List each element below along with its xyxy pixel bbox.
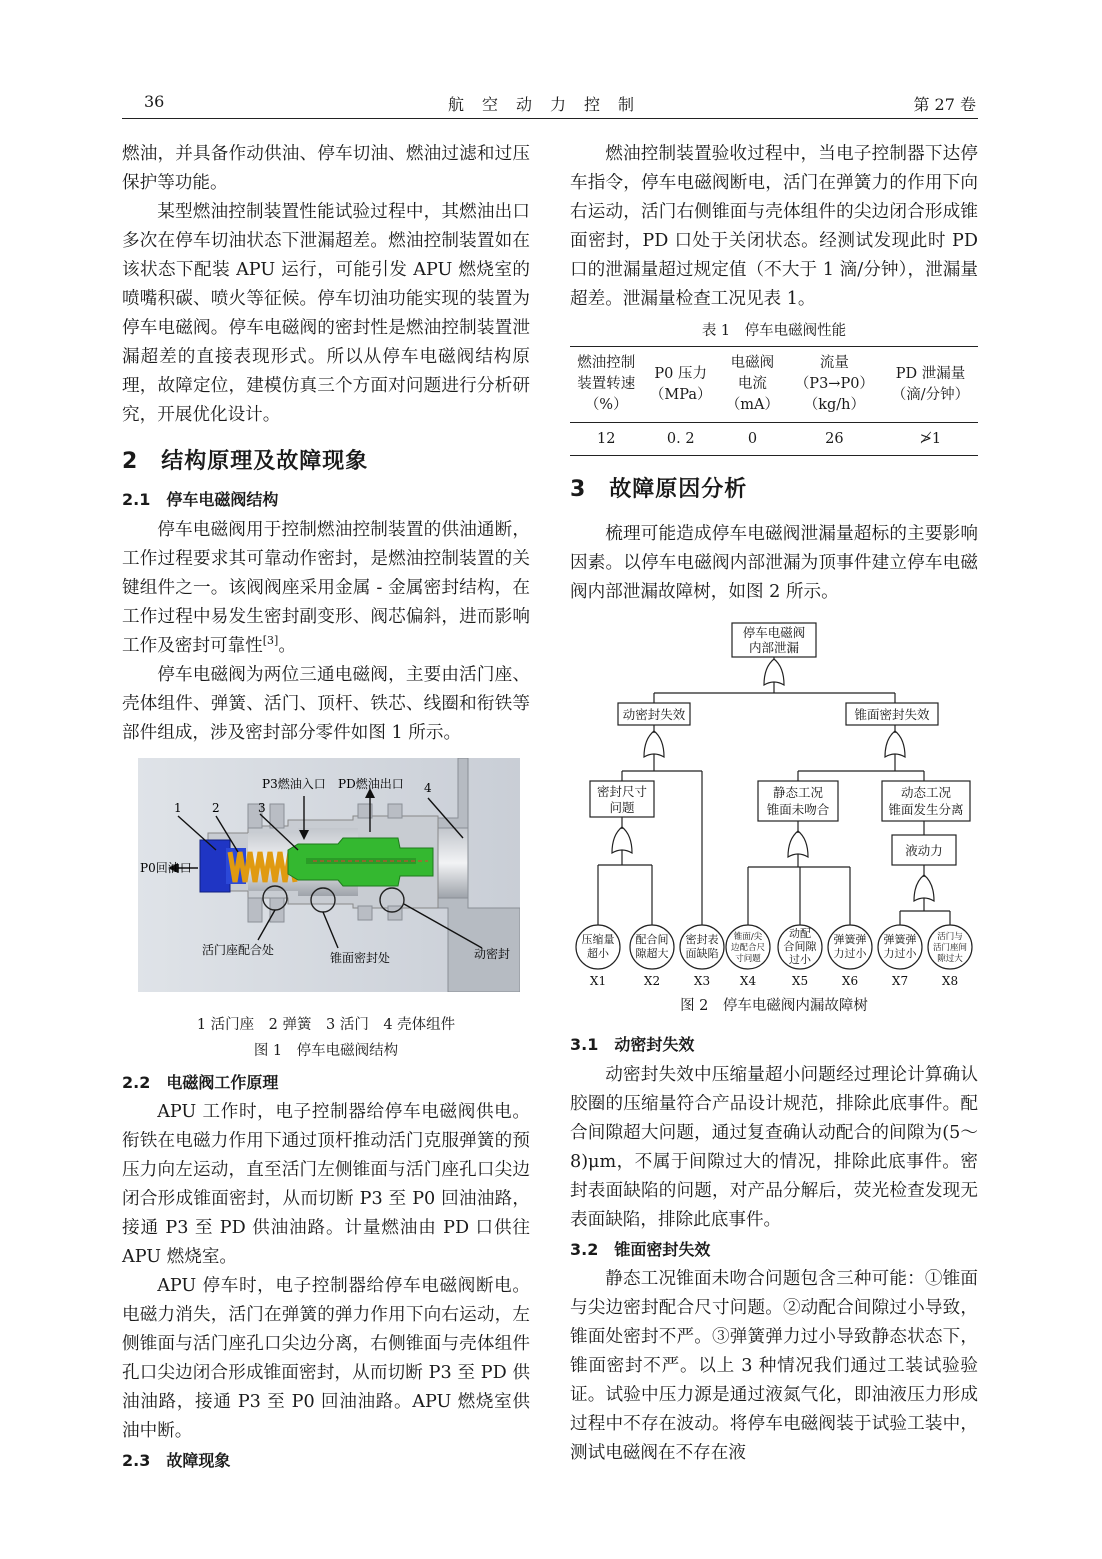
- ft-leaf-x1-l1: 压缩量: [581, 933, 615, 946]
- section-heading: 3 故障原因分析: [570, 477, 748, 502]
- paragraph-text: 。: [278, 636, 296, 656]
- ft-top-line2: 内部泄漏: [748, 640, 800, 655]
- ft-leaf-x8-l1: 活门与: [937, 932, 963, 942]
- header-line: （%）: [584, 397, 628, 413]
- ft-leaf-x4-l1: 锥面/尖: [733, 932, 763, 942]
- ft-id-x4: X4: [739, 974, 757, 988]
- section-heading: 2 结构原理及故障现象: [122, 449, 369, 474]
- subsection-heading: 3.1 动密封失效: [570, 1035, 695, 1054]
- fig1-p3-inlet: P3燃油入口: [262, 777, 326, 791]
- ft-leaf-x4-l2: 边配合尺: [730, 943, 766, 953]
- subsection-heading: 3.2 锥面密封失效: [570, 1240, 711, 1259]
- fig1-cone-label: 锥面密封处: [330, 951, 391, 965]
- performance-table: [570, 346, 978, 456]
- header-line: 电磁阀: [730, 355, 775, 371]
- ft-id-x7: X7: [891, 974, 909, 988]
- figure-legend: 1 活门座 2 弹簧 3 活门 4 壳体组件: [196, 1017, 456, 1033]
- ft-id-x1: X1: [589, 974, 607, 988]
- paragraph: APU 工作时，电子控制器给停车电磁阀供电。衔铁在电磁力作用下通过顶杆推动活门克服弹簧的预压力向左运动，直至活门左侧锥面与活门座孔口尖边闭合形成锥面密封，从而切断 P3 至 P0 回油油路，接通 P3 至 PD 供油油路。计量燃油由 PD 口供往 APU 燃烧室。: [122, 1102, 530, 1267]
- header-line: （MPa）: [649, 386, 712, 403]
- paragraph: 动密封失效中压缩量超小问题经过理论计算确认胶圈的压缩量符合产品设计规范，排除此底事件。配合间隙超大问题，通过复查确认动配合的间隙为(5～8)μm，不属于间隙过大的情况，排除此底事件。密封表面缺陷的问题，对产品分解后，荧光检查发现无表面缺陷，排除此底事件。: [570, 1065, 978, 1230]
- table-header: [883, 347, 978, 423]
- ft-top-line1: 停车电磁阀: [742, 625, 806, 640]
- valve-structure-image: [138, 758, 520, 992]
- header-line: （P3→P0）: [794, 376, 874, 392]
- ft-leaf-x5-l3: 过小: [789, 953, 811, 966]
- table-cell: 26: [786, 423, 883, 456]
- left-column: [122, 140, 530, 1476]
- table-cell: 12: [570, 423, 642, 456]
- header-line: （mA）: [725, 397, 780, 413]
- ft-size-line2: 问题: [609, 800, 635, 815]
- ft-leaf-x8-l3: 隙过大: [937, 954, 963, 964]
- fig1-dyn-label: 动密封: [474, 947, 511, 961]
- table-header: [642, 347, 719, 423]
- citation: [3]: [262, 634, 279, 648]
- ft-id-x2: X2: [643, 974, 661, 988]
- table-caption: 表 1 停车电磁阀性能: [701, 323, 847, 339]
- right-column: [570, 140, 978, 1468]
- subsection-heading: 2.1 停车电磁阀结构: [122, 490, 279, 509]
- ft-fluid-force: 液动力: [905, 843, 943, 858]
- fig1-pd-outlet: PD燃油出口: [338, 777, 404, 791]
- header-line: 装置转速: [577, 376, 636, 392]
- paragraph: 某型燃油控制装置性能试验过程中，其燃油出口多次在停车切油状态下泄漏超差。燃油控制装置如在该状态下配装 APU 运行，可能引发 APU 燃烧室的喷嘴积碳、喷火等征候。停车切油功能实现的装置为停车电磁阀。停车电磁阀的密封性是燃油控制装置泄漏超差的直接表现形式。所以从停车电磁阀结构原理，故障定位，建模仿真三个方面对问题进行分析研究，开展优化设计。: [122, 202, 530, 425]
- table-header: [719, 347, 786, 423]
- paragraph: 停车电磁阀为两位三通电磁阀，主要由活门座、壳体组件、弹簧、活门、顶杆、铁芯、线圈和衔铁等部件组成，涉及密封部分零件如图 1 所示。: [122, 665, 530, 743]
- page-number: 36: [144, 92, 165, 111]
- ft-id-x8: X8: [941, 974, 959, 988]
- table-cell: 0. 2: [642, 423, 719, 456]
- running-header: [122, 92, 978, 119]
- ft-size-line1: 密封尺寸: [596, 784, 648, 799]
- paragraph: 梳理可能造成停车电磁阀泄漏量超标的主要影响因素。以停车电磁阀内部泄漏为顶事件建立停车电磁阀内部泄漏故障树，如图 2 所示。: [570, 524, 978, 602]
- ft-leaf-x8-l2: 活门座间: [932, 943, 968, 953]
- header-line: （kg/h）: [803, 397, 866, 413]
- fig1-label-2: 2: [212, 801, 220, 815]
- ft-leaf-x3-l1: 密封表: [685, 933, 719, 946]
- ft-leaf-x2-l1: 配合间: [635, 933, 669, 946]
- table-header-row: [570, 347, 978, 423]
- ft-leaf-x1-l2: 超小: [587, 947, 609, 960]
- ft-id-x3: X3: [693, 974, 711, 988]
- figure-caption: 图 1 停车电磁阀结构: [253, 1043, 399, 1059]
- header-line: （滴/分钟）: [891, 386, 970, 403]
- paragraph: APU 停车时，电子控制器给停车电磁阀断电。电磁力消失，活门在弹簧的弹力作用下向右运动，左侧锥面与活门座孔口尖边分离，右侧锥面与壳体组件孔口尖边闭合形成锥面密封，从而切断 P3 至 PD 供油油路，接通 P3 至 P0 回油油路。APU 燃烧室供油中断。: [122, 1276, 530, 1441]
- paragraph: 静态工况锥面未吻合问题包含三种可能：①锥面与尖边密封配合尺寸问题。②动配合间隙过小导致，锥面处密封不严。③弹簧弹力过小导致静态状态下，锥面密封不严。以上 3 种情况我们通过工装试验验证。试验中压力源是通过液氮气化，即油液压力形成过程中不存在波动。将停车电磁阀装于试验工装中，测试电磁阀在不存在液: [570, 1269, 978, 1463]
- ft-leaf-x6-l1: 弹簧弹: [833, 933, 867, 946]
- ft-leaf-x3-l2: 面缺陷: [685, 947, 719, 960]
- figure-caption: 图 2 停车电磁阀内漏故障树: [680, 998, 868, 1014]
- ft-id-x5: X5: [791, 974, 809, 988]
- subsection-heading: 2.2 电磁阀工作原理: [122, 1073, 279, 1092]
- ft-dynamic-line1: 动态工况: [900, 785, 952, 800]
- table-header: [786, 347, 883, 423]
- ft-leaf-x7-l1: 弹簧弹: [883, 933, 917, 946]
- ft-dyn-seal: 动密封失效: [622, 707, 686, 722]
- paragraph-text: 停车电磁阀用于控制燃油控制装置的供油通断，工作过程要求其可靠动作密封，是燃油控制装置的关键组件之一。该阀阀座采用金属 - 金属密封结构，在工作过程中易发生密封副变形、阀芯偏斜，进而影响工作及密封可靠性: [122, 520, 530, 656]
- ft-leaf-x7-l2: 力过小: [883, 947, 917, 960]
- paragraph: 燃油控制装置验收过程中，当电子控制器下达停车指令，停车电磁阀断电，活门在弹簧力的作用下向右运动，活门右侧锥面与壳体组件的尖边闭合形成锥面密封，PD 口处于关闭状态。经测试发现此时 PD 口的泄漏量超过规定值（不大于 1 滴/分钟），泄漏量超差。泄漏量检查工况见表 1。: [570, 144, 978, 309]
- ft-id-x6: X6: [841, 974, 859, 988]
- ft-static-line2: 锥面未吻合: [766, 802, 830, 817]
- ft-leaf-x5-l2: 合间隙: [783, 940, 817, 953]
- header-line: 电流: [737, 376, 767, 392]
- figure-2-fault-tree: [570, 621, 978, 991]
- table-row: [570, 423, 978, 456]
- fig1-label-1: 1: [174, 801, 182, 815]
- ft-dynamic-line2: 锥面发生分离: [888, 802, 964, 817]
- fig1-p0-return: P0回油口: [140, 861, 192, 875]
- ft-static-line1: 静态工况: [772, 785, 824, 800]
- figure-1: [122, 758, 530, 1008]
- fig1-label-3: 3: [258, 801, 266, 815]
- header-line: 燃油控制: [577, 355, 636, 371]
- ft-leaf-x5-l1: 动配: [789, 927, 811, 940]
- ft-leaf-x4-l3: 寸问题: [735, 954, 761, 964]
- ft-leaf-x6-l2: 力过小: [833, 947, 867, 960]
- fig1-seat-label: 活门座配合处: [202, 943, 275, 957]
- paragraph: [122, 516, 530, 661]
- ft-cone-seal: 锥面密封失效: [854, 707, 930, 722]
- table-header: [570, 347, 642, 423]
- header-line: 流量: [819, 355, 849, 371]
- journal-title: 航空动力控制: [447, 95, 652, 114]
- header-line: P0 压力: [654, 365, 707, 382]
- table-cell: 0: [719, 423, 786, 456]
- subsection-heading: 2.3 故障现象: [122, 1451, 231, 1470]
- ft-leaf-x2-l2: 隙超大: [635, 947, 669, 960]
- paragraph: 燃油，并具备作动供油、停车切油、燃油过滤和过压保护等功能。: [122, 144, 530, 193]
- volume-label: 第 27 卷: [913, 95, 976, 114]
- table-cell: ≯1: [883, 423, 978, 456]
- header-line: PD 泄漏量: [895, 365, 966, 382]
- fig1-label-4: 4: [424, 781, 432, 795]
